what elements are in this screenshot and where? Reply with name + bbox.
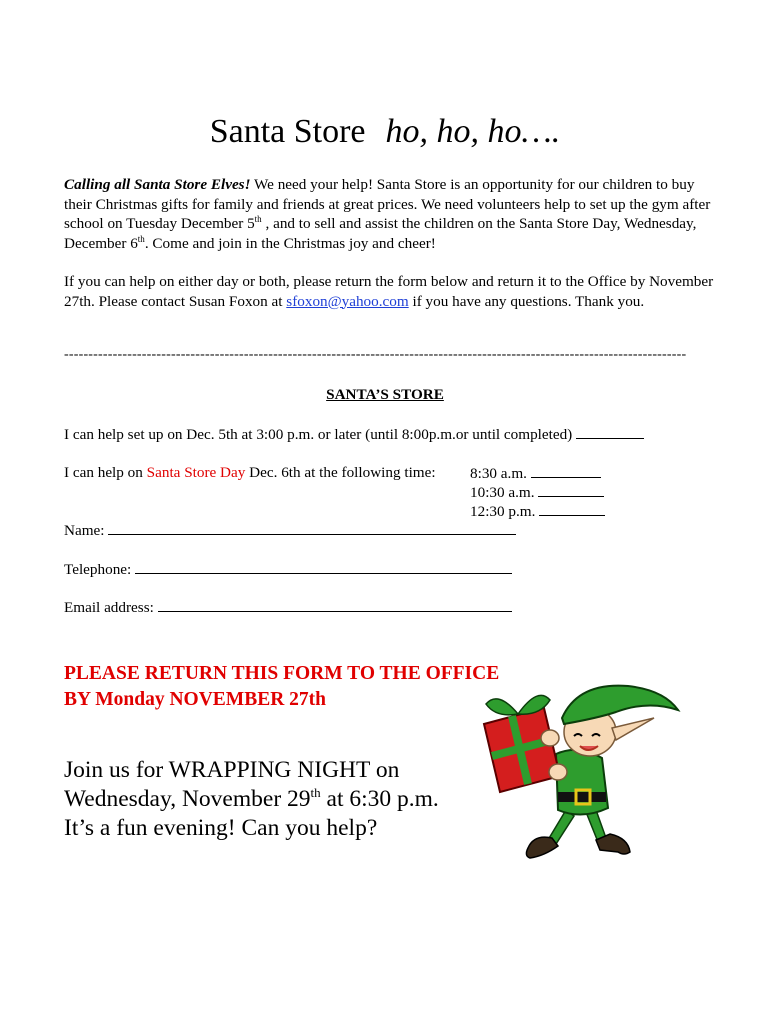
telephone-field-row [64,559,512,579]
contact-email-link[interactable]: sfoxon@yahoo.com [286,292,409,310]
time-slot-blank[interactable] [538,482,604,497]
title-main: Santa Store [209,113,366,150]
intro-paragraph [64,175,724,253]
wrapping-line-3: It’s a fun evening! Can you help? [64,815,378,841]
wrapping-line-1: Join us for WRAPPING NIGHT on [64,757,400,783]
time-slot-label: 12:30 p.m. [470,503,536,520]
store-day-suffix: Dec. 6th at the following time: [245,464,436,481]
time-slot-label: 10:30 a.m. [470,484,535,501]
intro-text-3: . Come and join in the Christmas joy and cheer! [144,234,436,252]
name-field[interactable] [108,520,516,535]
help-paragraph [64,272,724,311]
time-slot-blank[interactable] [539,501,605,516]
telephone-label: Telephone: [64,561,132,578]
time-slot-label: 8:30 a.m. [470,465,527,482]
help-text-1: If you can help on either day or both, please return the form below and return it to the Office by November 27th. Please contact Susan Foxon at [64,273,714,310]
store-day-highlight: Santa Store Day [146,464,246,481]
name-label: Name: [64,522,105,539]
telephone-field[interactable] [135,559,512,574]
wrapping-night-announcement [64,756,439,843]
intro-lead: Calling all Santa Store Elves! [64,176,251,193]
email-field-row [64,597,512,617]
return-notice [64,661,499,713]
time-slot-1 [470,463,601,483]
wrapping-line-2a: Wednesday, November 29 [64,786,311,812]
name-field-row [64,520,516,540]
page-title [0,110,770,154]
setup-text: I can help set up on Dec. 5th at 3:00 p.m. or later (until 8:00p.m.or until completed) [64,426,573,443]
store-day-prefix: I can help on [64,464,147,481]
email-label: Email address: [64,599,154,616]
notice-line-2: BY Monday NOVEMBER 27th [64,689,327,710]
store-day-line [64,463,436,482]
cut-line-divider: -------------------------------------------------------------------------------------------------------------------------------- [64,347,687,362]
help-text-2: if you have any questions. Thank you. [408,292,645,310]
time-slot-2 [470,482,604,502]
intro-text-2: , and to sell and assist the children on the Santa Store Day, Wednesday, December 6 [64,215,697,252]
intro-sup-2: th [137,233,145,244]
title-tagline: ho, ho, ho…. [385,113,561,150]
wrapping-line-2 [64,785,439,814]
form-heading: SANTA’S STORE [326,386,444,403]
intro-sup-1: th [254,213,262,224]
time-slot-3 [470,501,605,521]
notice-line-1: PLEASE RETURN THIS FORM TO THE OFFICE [64,663,500,684]
wrapping-line-2-sup: th [310,785,321,801]
time-slot-blank[interactable] [531,463,601,478]
elf-icon [478,680,688,870]
setup-blank[interactable] [576,424,644,439]
wrapping-line-2b: at 6:30 p.m. [320,786,439,812]
email-field[interactable] [158,597,512,612]
setup-line [64,424,644,444]
intro-text-1: We need your help! Santa Store is an opportunity for our children to buy their Christmas gifts for family and friends at great prices. We need volunteers help to set up the gym after school on Tuesday December 5 [64,176,711,232]
